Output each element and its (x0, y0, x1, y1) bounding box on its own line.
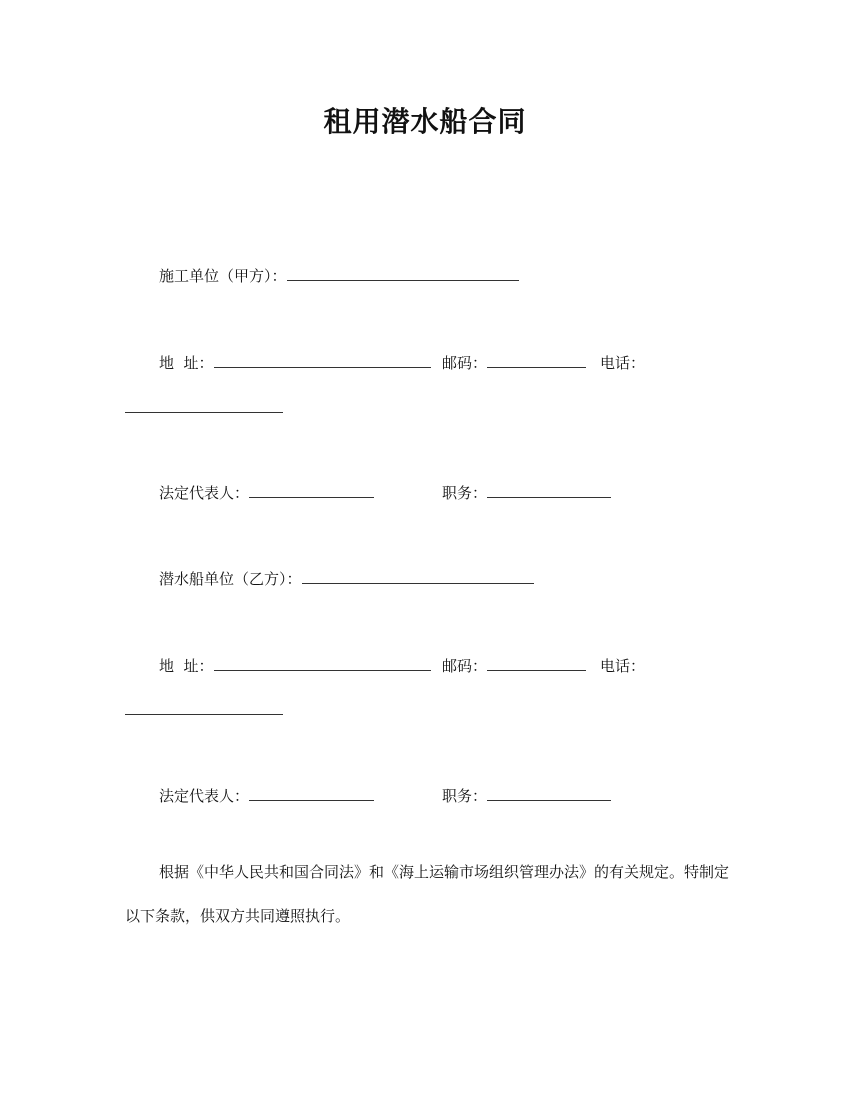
party-a-unit-field[interactable] (287, 266, 519, 281)
party-b-postcode-field[interactable] (487, 656, 586, 671)
party-b-phone-row (600, 656, 645, 676)
party-b-rep-label: 法定代表人： (159, 787, 250, 805)
party-b-phone-field[interactable] (125, 700, 283, 715)
party-b-address-field[interactable] (214, 656, 431, 671)
party-b-address-label: 地 址： (159, 657, 214, 675)
party-b-postcode-row (442, 656, 586, 676)
party-a-postcode-field[interactable] (487, 353, 586, 368)
preamble-paragraph: 根据《中华人民共和国合同法》和《海上运输市场组织管理办法》的有关规定。特制定以下条款，供双方共同遵照执行。 (125, 863, 730, 925)
party-a-address-label: 地 址： (159, 354, 214, 372)
party-a-position-field[interactable] (487, 483, 611, 498)
party-b-rep-row (159, 786, 374, 806)
party-b-postcode-label: 邮码： (442, 657, 488, 675)
party-a-address-field[interactable] (214, 353, 431, 368)
party-b-phone-label: 电话： (600, 657, 646, 675)
party-a-phone-row (600, 353, 645, 373)
party-a-phone-label: 电话： (600, 354, 646, 372)
party-b-unit-label: 潜水船单位（乙方）： (159, 570, 302, 588)
party-a-address-row (159, 353, 431, 373)
party-a-position-row (442, 483, 611, 503)
party-a-phone-field-row (125, 398, 283, 418)
party-a-position-label: 职务： (442, 484, 488, 502)
party-a-unit-label: 施工单位（甲方）： (159, 267, 287, 285)
party-a-rep-row (159, 483, 374, 503)
party-b-position-label: 职务： (442, 787, 488, 805)
party-b-phone-field-row (125, 700, 283, 720)
party-a-postcode-label: 邮码： (442, 354, 488, 372)
party-a-phone-field[interactable] (125, 398, 283, 413)
party-b-position-row (442, 786, 611, 806)
party-a-rep-label: 法定代表人： (159, 484, 250, 502)
party-a-unit-row (159, 266, 519, 286)
party-b-address-row (159, 656, 431, 676)
party-b-rep-field[interactable] (249, 786, 374, 801)
document-title: 租用潜水船合同 (323, 105, 527, 138)
party-b-unit-field[interactable] (302, 569, 534, 584)
party-b-unit-row (159, 569, 534, 589)
party-b-position-field[interactable] (487, 786, 611, 801)
party-a-postcode-row (442, 353, 586, 373)
party-a-rep-field[interactable] (249, 483, 374, 498)
